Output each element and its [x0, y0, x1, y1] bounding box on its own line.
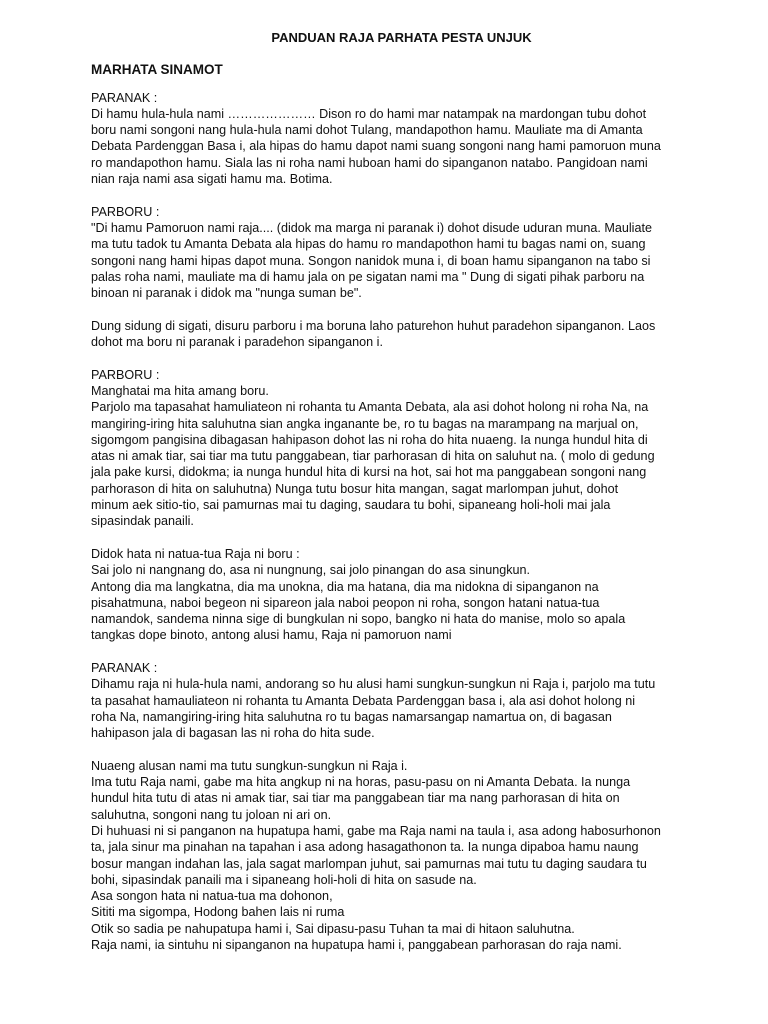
text-line: ro mandapothon hamu. Siala las ni roha nami huboan hami do sipanganon natabo. Pangidoan nami: [91, 155, 648, 170]
text-line: jala pake kursi, didokma; ia nunga hundul hita di kursi na hot, sai hot ma panggabean songoni nang: [91, 465, 647, 480]
text-line: Di hamu hula-hula nami ………………… Dison ro do hami mar natampak na mardongan tubu dohot: [91, 106, 647, 121]
text-line: binoan ni paranak i didok ma "nunga suman be".: [91, 286, 362, 301]
text-line: bosur mangan indahan las, jala sagat marlompan juhut, sai pamurnas mai tutu tu daging saudara tu: [91, 856, 647, 871]
paragraph: [91, 90, 712, 188]
text-line: Didok hata ni natua-tua Raja ni boru :: [91, 546, 300, 561]
text-line: bohi, sipasindak panaili ma i sipaneang holi-holi di hita on sasude na.: [91, 872, 477, 887]
text-line: Parjolo ma tapasahat hamuliateon ni rohanta tu Amanta Debata, ala asi dohot holong ni roha Na, na: [91, 400, 649, 415]
text-line: hahipason jala di bagasan las ni roha do hita sude.: [91, 726, 375, 741]
text-line: PARANAK :: [91, 660, 158, 675]
text-line: boru nami songoni nang hula-hula nami dohot Tulang, mandapothon hamu. Mauliate ma di Amanta: [91, 123, 643, 138]
text-line: songoni nang hami hipas dapot muna. Songon nanidok muna i, di boan hamu sipanganon na tabo si: [91, 253, 651, 268]
text-line: Raja nami, ia sintuhu ni sipanganon na hupatupa hami i, panggabean parhorasan do raja nami.: [91, 938, 622, 953]
text-line: tangkas dope binoto, antong alusi hamu, Raja ni pamoruon nami: [91, 628, 452, 643]
text-line: Sititi ma sigompa, Hodong bahen lais ni ruma: [91, 905, 345, 920]
text-line: atas ni amak tiar, sai tiar ma tutu panggabean, tiar parhorasan di hita on saluhut na. ( molo di gedung: [91, 449, 655, 464]
text-line: Dihamu raja ni hula-hula nami, andorang so hu alusi hami sungkun-sungkun ni Raja i, parjolo ma tutu: [91, 677, 656, 692]
paragraph: [91, 367, 712, 530]
text-line: ta pasahat hamauliateon ni rohanta tu Amanta Debata Pardenggan basa i, ala asi dohot holong ni: [91, 693, 636, 708]
text-line: roha Na, namangiring-iring hita saluhutna ro tu bagas namarsangap namartua on, di bagasan: [91, 709, 612, 724]
text-line: nian raja nami asa sigati hamu ma. Botima.: [91, 172, 333, 187]
text-line: Nuaeng alusan nami ma tutu sungkun-sungkun ni Raja i.: [91, 758, 408, 773]
paragraph: [91, 546, 712, 644]
text-line: Otik so sadia pe nahupatupa hami i, Sai dipasu-pasu Tuhan ta mai di hitaon saluhutna.: [91, 921, 575, 936]
text-line: Sai jolo ni nangnang do, asa ni nungnung, sai jolo pinangan do asa sinungkun.: [91, 563, 531, 578]
text-line: Di huhuasi ni si panganon na hupatupa hami, gabe ma Raja nami na taula i, asa adong habosurhonon: [91, 823, 661, 838]
text-line: PARANAK :: [91, 90, 158, 105]
text-line: Manghatai ma hita amang boru.: [91, 383, 269, 398]
document-body: [91, 90, 712, 954]
section-title: MARHATA SINAMOT: [91, 62, 223, 78]
text-line: ta, jala sinur ma pinahan na tapahan i asa adong hasagathonon ta. Ia nunga dipaboa hamu naung: [91, 840, 639, 855]
paragraph: [91, 758, 712, 954]
text-line: minum aek sitio-tio, sai pamurnas mai tu daging, saudara tu bohi, sipaneang holi-holi mai jala: [91, 498, 611, 513]
text-line: pisahatmuna, naboi begeon ni sipareon jala naboi peopon ni roha, songon hatani natua-tua: [91, 595, 600, 610]
paragraph: [91, 660, 712, 741]
text-line: parhorason di hita on saluhutna) Nunga tutu bosur hita mangan, sagat marlompan juhut, dohot: [91, 481, 619, 496]
text-line: sipasindak panaili.: [91, 514, 194, 529]
text-line: PARBORU :: [91, 204, 160, 219]
text-line: Debata Pardenggan Basa i, ala hipas do hamu dapot nami suang songoni nang hami pamoruon muna: [91, 139, 661, 154]
text-line: mangiring-iring hita saluhutna sian angka inganante be, ro tu bagas na marampang na marjual on,: [91, 416, 639, 431]
text-line: sigomgom pangisina dibagasan hahipason dohot las ni roha do hita nuaeng. Ia nunga hundul hita di: [91, 432, 648, 447]
text-line: ma tutu tadok tu Amanta Debata ala hipas do hamu ro mandapothon hami tu bagas nami on, suang: [91, 237, 646, 252]
paragraph: [91, 204, 712, 302]
paragraph: [91, 318, 712, 351]
text-line: namandok, sandema ninna sige di bungkulan ni sopo, bangko ni hata do manise, molo so apala: [91, 612, 626, 627]
document-title: PANDUAN RAJA PARHATA PESTA UNJUK: [271, 30, 532, 45]
text-line: Asa songon hata ni natua-tua ma dohonon,: [91, 889, 333, 904]
text-line: Dung sidung di sigati, disuru parboru i ma boruna laho paturehon huhut paradehon sipanganon. Laos: [91, 318, 656, 333]
text-line: Antong dia ma langkatna, dia ma unokna, dia ma hatana, dia ma nidokna di sipanganon na: [91, 579, 599, 594]
text-line: Ima tutu Raja nami, gabe ma hita angkup ni na horas, pasu-pasu on ni Amanta Debata. Ia nunga: [91, 775, 631, 790]
text-line: "Di hamu Pamoruon nami raja.... (didok ma marga ni paranak i) dohot disude uduran muna. Mauliate: [91, 220, 652, 235]
text-line: saluhutna, songoni nang tu joloan ni ari on.: [91, 807, 332, 822]
text-line: dohot ma boru ni paranak i paradehon sipanganon i.: [91, 335, 383, 350]
text-line: hundul hita tutu di atas ni amak tiar, sai tiar ma panggabean tiar ma nang parhorasan di hita on: [91, 791, 620, 806]
text-line: palas roha nami, mauliate ma di hamu jala on pe sigatan nami ma " Dung di sigati pihak parboru na: [91, 269, 645, 284]
text-line: PARBORU :: [91, 367, 160, 382]
